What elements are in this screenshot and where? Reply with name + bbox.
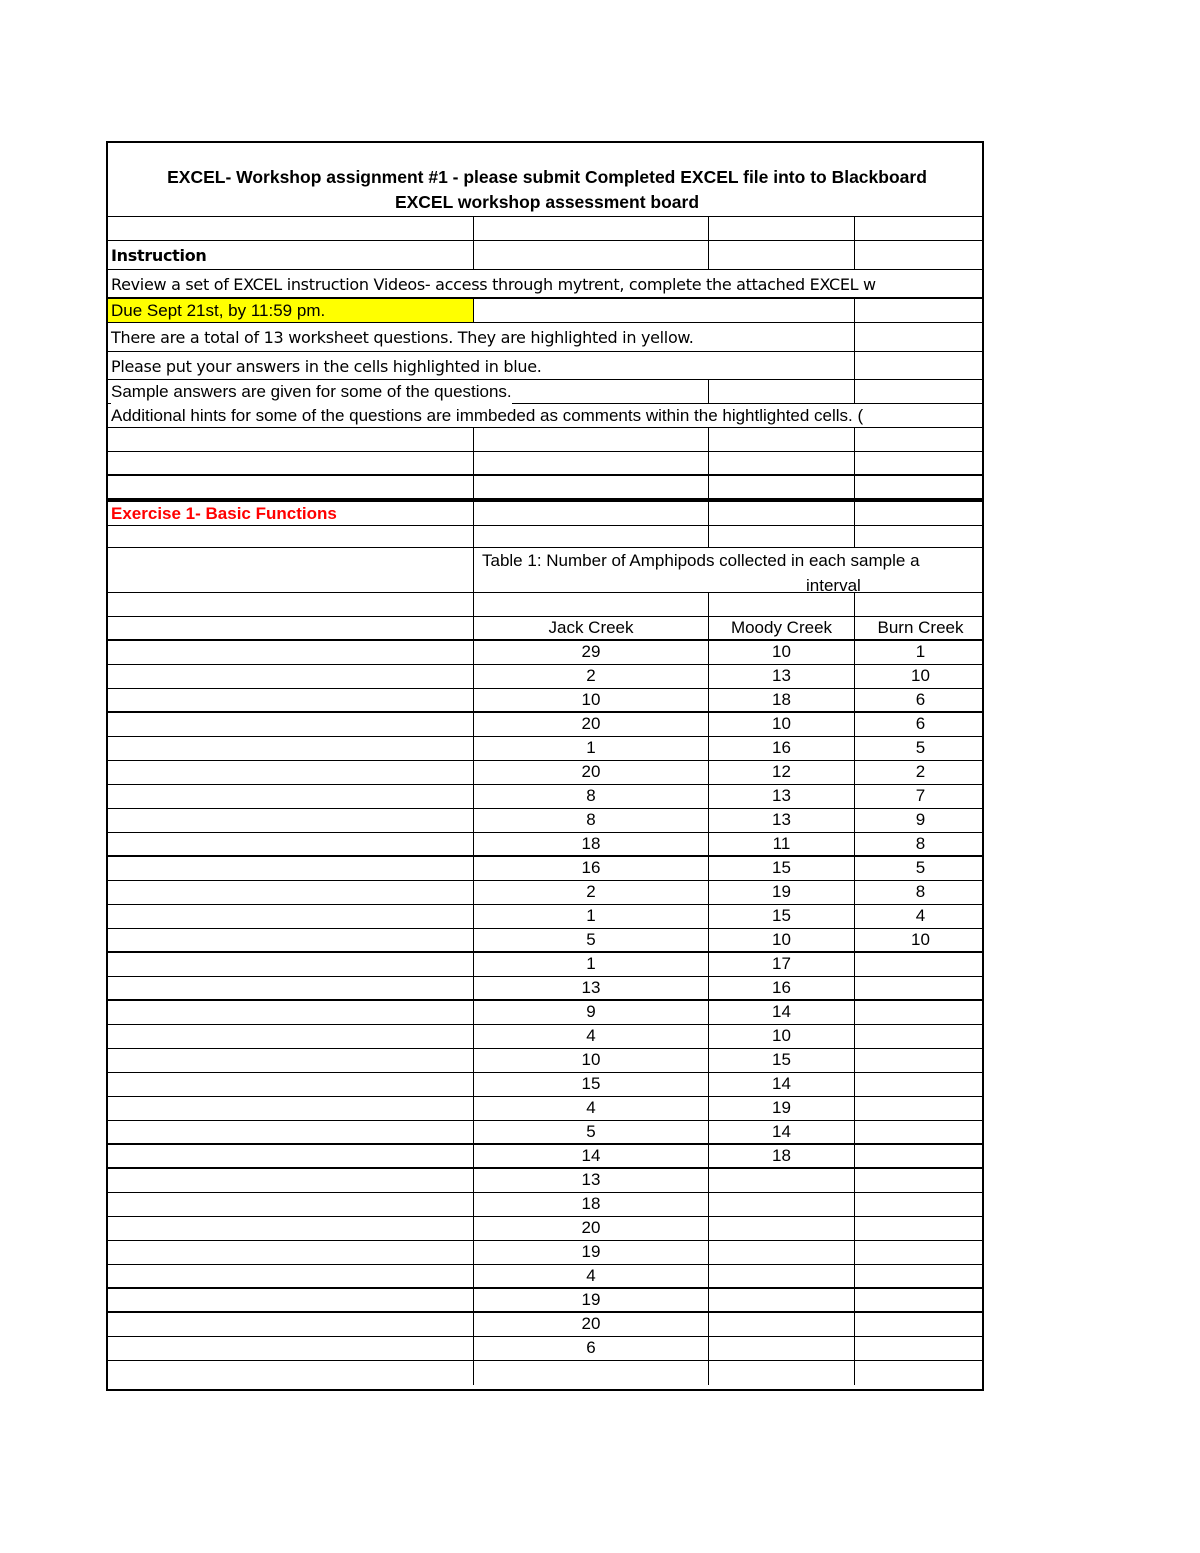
table-cell[interactable]: 13 xyxy=(474,1169,709,1192)
title-row xyxy=(108,143,984,217)
cell[interactable] xyxy=(108,1337,474,1360)
table-cell[interactable]: 10 xyxy=(709,713,855,736)
cell[interactable] xyxy=(474,1361,709,1385)
cell[interactable] xyxy=(108,241,474,269)
cell[interactable] xyxy=(709,323,855,351)
instruction-row xyxy=(108,270,984,299)
table-cell[interactable]: 13 xyxy=(709,809,855,832)
table-row xyxy=(108,1073,984,1097)
cell[interactable] xyxy=(108,1049,474,1072)
table-row xyxy=(108,641,984,665)
table-cell[interactable]: 20 xyxy=(474,1217,709,1240)
spreadsheet xyxy=(106,141,984,1391)
table-cell[interactable]: 7 xyxy=(915,786,926,805)
instruction-heading-row xyxy=(108,241,984,270)
table-cell[interactable]: 9 xyxy=(474,1001,709,1024)
instruction-line: There are a total of 13 worksheet questions. They are highlighted in yellow. xyxy=(111,328,694,347)
table-cell[interactable]: 13 xyxy=(474,977,709,999)
cell[interactable] xyxy=(474,476,709,498)
cell[interactable] xyxy=(108,1241,474,1264)
table-cell[interactable]: 10 xyxy=(474,1049,709,1072)
cell[interactable] xyxy=(108,689,474,711)
cell[interactable] xyxy=(709,452,855,474)
table-cell[interactable]: 20 xyxy=(474,1313,709,1336)
table-cell[interactable]: 8 xyxy=(474,785,709,808)
cell[interactable] xyxy=(108,1193,474,1216)
table-cell[interactable]: 6 xyxy=(474,1337,709,1360)
cell[interactable] xyxy=(108,977,474,999)
table-cell[interactable]: 2 xyxy=(474,881,709,904)
table-cell[interactable]: 10 xyxy=(911,930,930,949)
empty-row xyxy=(108,452,984,476)
table-cell[interactable]: 4 xyxy=(474,1097,709,1120)
table-cell[interactable] xyxy=(855,953,984,976)
table-cell[interactable]: 18 xyxy=(474,833,709,855)
table-caption-line-2: interval xyxy=(806,576,861,595)
table-cell[interactable]: 18 xyxy=(474,1193,709,1216)
table-row xyxy=(108,1289,984,1313)
table-cell[interactable]: 10 xyxy=(911,666,930,685)
table-cell[interactable]: 20 xyxy=(474,761,709,784)
column-header-burn-creek[interactable]: Burn Creek xyxy=(877,618,964,637)
cell[interactable] xyxy=(474,428,709,451)
table-row xyxy=(108,665,984,689)
table-cell[interactable]: 10 xyxy=(709,929,855,951)
table-cell[interactable]: 14 xyxy=(474,1145,709,1167)
cell[interactable] xyxy=(855,299,984,322)
cell[interactable] xyxy=(108,1313,474,1336)
table-cell[interactable]: 12 xyxy=(709,761,855,784)
table-cell[interactable]: 6 xyxy=(915,690,926,709)
table-row xyxy=(108,1241,984,1265)
table-row xyxy=(108,1169,984,1193)
cell[interactable] xyxy=(855,593,984,616)
table-cell[interactable]: 16 xyxy=(709,977,855,999)
table-cell[interactable] xyxy=(855,1265,984,1287)
table-cell[interactable] xyxy=(855,1145,984,1167)
cell[interactable] xyxy=(474,299,709,322)
cell[interactable] xyxy=(108,809,474,832)
cell[interactable] xyxy=(108,737,474,760)
table-cell[interactable]: 17 xyxy=(709,953,855,976)
table-caption-line-1: Table 1: Number of Amphipods collected in each sample a xyxy=(482,551,920,570)
table-cell[interactable]: 1 xyxy=(474,905,709,928)
table-cell[interactable] xyxy=(709,1289,855,1311)
table-cell[interactable]: 13 xyxy=(709,785,855,808)
table-cell[interactable]: 14 xyxy=(709,1073,855,1096)
cell[interactable] xyxy=(108,1097,474,1120)
table-row xyxy=(108,977,984,1001)
table-row xyxy=(108,1313,984,1337)
table-caption-row xyxy=(108,548,984,593)
table-header-row xyxy=(108,617,984,641)
table-cell[interactable]: 19 xyxy=(474,1289,709,1311)
table-cell[interactable] xyxy=(709,1217,855,1240)
table-cell[interactable] xyxy=(855,1001,984,1024)
instruction-line: Additional hints for some of the questions are immbeded as comments within the hightlighted cells. ( xyxy=(111,406,864,425)
cell[interactable] xyxy=(709,593,855,616)
cell[interactable] xyxy=(108,785,474,808)
cell[interactable] xyxy=(709,217,855,240)
table-row xyxy=(108,1337,984,1361)
table-cell[interactable] xyxy=(855,1121,984,1143)
exercise-title: Exercise 1- Basic Functions xyxy=(111,504,337,523)
table-row xyxy=(108,857,984,881)
cell[interactable] xyxy=(108,953,474,976)
cell[interactable] xyxy=(108,593,474,616)
page-title xyxy=(108,165,984,215)
table-cell[interactable]: 14 xyxy=(709,1001,855,1024)
table-row xyxy=(108,929,984,953)
cell[interactable] xyxy=(108,713,474,736)
instruction-heading: Instruction xyxy=(111,246,207,265)
table-cell[interactable] xyxy=(855,1049,984,1072)
instruction-row xyxy=(108,404,984,428)
table-cell[interactable]: 5 xyxy=(915,738,926,757)
cell[interactable] xyxy=(474,452,709,474)
cell[interactable] xyxy=(108,1361,474,1385)
cell[interactable] xyxy=(709,241,855,269)
table-cell[interactable]: 1 xyxy=(474,737,709,760)
table-cell[interactable]: 16 xyxy=(709,737,855,760)
cell[interactable] xyxy=(855,526,984,547)
cell[interactable] xyxy=(108,476,474,498)
cell[interactable] xyxy=(108,1217,474,1240)
cell[interactable] xyxy=(709,502,855,525)
table-cell[interactable]: 8 xyxy=(915,882,926,901)
table-cell[interactable]: 14 xyxy=(709,1121,855,1143)
table-row xyxy=(108,905,984,929)
column-header-jack-creek[interactable]: Jack Creek xyxy=(474,617,709,639)
cell[interactable] xyxy=(108,452,474,474)
table-cell[interactable] xyxy=(709,1169,855,1192)
table-row xyxy=(108,809,984,833)
table-cell[interactable]: 20 xyxy=(474,713,709,736)
instruction-row xyxy=(108,323,984,352)
cell[interactable] xyxy=(108,217,474,240)
cell[interactable] xyxy=(108,1169,474,1192)
table-cell[interactable]: 19 xyxy=(709,1097,855,1120)
instruction-line: Sample answers are given for some of the questions. xyxy=(111,380,512,404)
table-cell[interactable]: 18 xyxy=(709,1145,855,1167)
table-cell[interactable] xyxy=(709,1193,855,1216)
table-cell[interactable] xyxy=(855,1217,984,1240)
table-cell[interactable]: 10 xyxy=(709,1025,855,1048)
table-cell[interactable]: 10 xyxy=(474,689,709,711)
table-caption xyxy=(474,548,984,598)
cell[interactable] xyxy=(474,217,709,240)
table-row xyxy=(108,1145,984,1169)
table-row xyxy=(108,833,984,857)
table-row xyxy=(108,1265,984,1289)
cell[interactable] xyxy=(108,526,474,547)
cell[interactable] xyxy=(474,241,709,269)
cell[interactable] xyxy=(108,1145,474,1167)
table-cell[interactable]: 18 xyxy=(709,689,855,711)
cell[interactable] xyxy=(855,476,984,498)
cell[interactable] xyxy=(108,1073,474,1096)
table-cell[interactable]: 4 xyxy=(474,1265,709,1287)
empty-row xyxy=(108,217,984,241)
cell[interactable] xyxy=(855,502,984,525)
table-cell[interactable]: 8 xyxy=(474,809,709,832)
cell[interactable] xyxy=(709,476,855,498)
table-row xyxy=(108,737,984,761)
cell[interactable] xyxy=(709,428,855,451)
instruction-line: Please put your answers in the cells highlighted in blue. xyxy=(111,357,542,376)
cell[interactable] xyxy=(709,526,855,547)
cell[interactable] xyxy=(709,299,855,322)
cell[interactable] xyxy=(108,665,474,688)
cell[interactable] xyxy=(108,929,474,951)
cell[interactable] xyxy=(108,761,474,784)
instruction-line: Review a set of EXCEL instruction Videos- access through mytrent, complete the attached EXCEL w xyxy=(111,275,876,294)
table-cell[interactable]: 1 xyxy=(915,642,926,661)
table-row xyxy=(108,761,984,785)
table-cell[interactable]: 29 xyxy=(474,641,709,664)
table-cell[interactable]: 13 xyxy=(709,665,855,688)
table-cell[interactable]: 19 xyxy=(474,1241,709,1264)
cell[interactable] xyxy=(108,1265,474,1287)
table-cell[interactable] xyxy=(709,1265,855,1287)
table-cell[interactable] xyxy=(855,1193,984,1216)
table-cell[interactable] xyxy=(855,1025,984,1048)
due-cell[interactable] xyxy=(108,299,474,322)
table-cell[interactable]: 15 xyxy=(474,1073,709,1096)
table-row xyxy=(108,689,984,713)
table-row xyxy=(108,1025,984,1049)
due-row xyxy=(108,299,984,323)
table-cell[interactable]: 2 xyxy=(474,665,709,688)
table-cell[interactable]: 11 xyxy=(709,833,855,855)
empty-row xyxy=(108,526,984,548)
cell[interactable] xyxy=(108,1121,474,1143)
cell[interactable] xyxy=(855,428,984,451)
table-cell[interactable] xyxy=(855,1313,984,1336)
table-cell[interactable]: 6 xyxy=(915,714,926,733)
table-cell[interactable]: 5 xyxy=(474,929,709,951)
cell[interactable] xyxy=(108,857,474,880)
cell[interactable] xyxy=(108,617,474,639)
table-cell[interactable] xyxy=(855,1073,984,1096)
cell[interactable] xyxy=(108,881,474,904)
instruction-row xyxy=(108,352,984,380)
empty-row xyxy=(108,428,984,452)
cell[interactable] xyxy=(108,548,474,592)
table-cell[interactable] xyxy=(709,1241,855,1264)
title-line-1: EXCEL- Workshop assignment #1 - please submit Completed EXCEL file into to Blackboard xyxy=(167,167,927,187)
table-row xyxy=(108,713,984,737)
cell[interactable] xyxy=(108,1001,474,1024)
table-row xyxy=(108,881,984,905)
table-cell[interactable] xyxy=(855,1097,984,1120)
table-cell[interactable]: 19 xyxy=(709,881,855,904)
table-row xyxy=(108,1097,984,1121)
cell[interactable] xyxy=(709,1361,855,1385)
table-cell[interactable] xyxy=(855,1337,984,1360)
cell[interactable] xyxy=(855,1361,984,1385)
cell[interactable] xyxy=(108,428,474,451)
table-cell[interactable]: 15 xyxy=(709,1049,855,1072)
title-line-2: EXCEL workshop assessment board xyxy=(394,192,700,212)
table-cell[interactable] xyxy=(709,1313,855,1336)
cell[interactable] xyxy=(855,241,984,269)
table-cell[interactable]: 16 xyxy=(474,857,709,880)
table-cell[interactable]: 9 xyxy=(915,810,926,829)
table-row xyxy=(108,1217,984,1241)
cell[interactable] xyxy=(108,1289,474,1311)
table-row xyxy=(108,1001,984,1025)
table-cell[interactable]: 1 xyxy=(474,953,709,976)
table-cell[interactable]: 4 xyxy=(474,1025,709,1048)
cell[interactable] xyxy=(709,352,855,379)
table-cell[interactable]: 15 xyxy=(709,857,855,880)
cell[interactable] xyxy=(108,502,474,525)
table-cell[interactable] xyxy=(855,977,984,999)
table-cell[interactable] xyxy=(855,1169,984,1192)
table-cell[interactable]: 8 xyxy=(915,834,926,853)
table-cell[interactable]: 10 xyxy=(709,641,855,664)
cell[interactable] xyxy=(474,526,709,547)
table-cell[interactable] xyxy=(855,1241,984,1264)
column-header-moody-creek[interactable]: Moody Creek xyxy=(709,617,855,639)
table-cell[interactable]: 15 xyxy=(709,905,855,928)
table-row xyxy=(108,1121,984,1145)
cell[interactable] xyxy=(474,502,709,525)
instruction-row xyxy=(108,380,984,404)
cell[interactable] xyxy=(108,1025,474,1048)
empty-row xyxy=(108,476,984,502)
cell[interactable] xyxy=(108,905,474,928)
table-row xyxy=(108,785,984,809)
table-cell[interactable] xyxy=(709,1337,855,1360)
cell[interactable] xyxy=(108,641,474,664)
table-row xyxy=(108,1193,984,1217)
table-cell[interactable]: 2 xyxy=(915,762,926,781)
cell[interactable] xyxy=(709,380,855,403)
exercise-title-row xyxy=(108,502,984,526)
table-cell[interactable]: 5 xyxy=(474,1121,709,1143)
table-row xyxy=(108,1049,984,1073)
cell[interactable] xyxy=(855,217,984,240)
table-cell[interactable] xyxy=(855,1289,984,1311)
cell[interactable] xyxy=(108,833,474,855)
cell[interactable] xyxy=(474,593,709,616)
cell[interactable] xyxy=(855,452,984,474)
empty-row xyxy=(108,593,984,617)
table-cell[interactable]: 4 xyxy=(915,906,926,925)
due-date-text: Due Sept 21st, by 11:59 pm. xyxy=(111,301,326,320)
table-cell[interactable]: 5 xyxy=(915,858,926,877)
table-row xyxy=(108,953,984,977)
empty-row xyxy=(108,1361,984,1385)
